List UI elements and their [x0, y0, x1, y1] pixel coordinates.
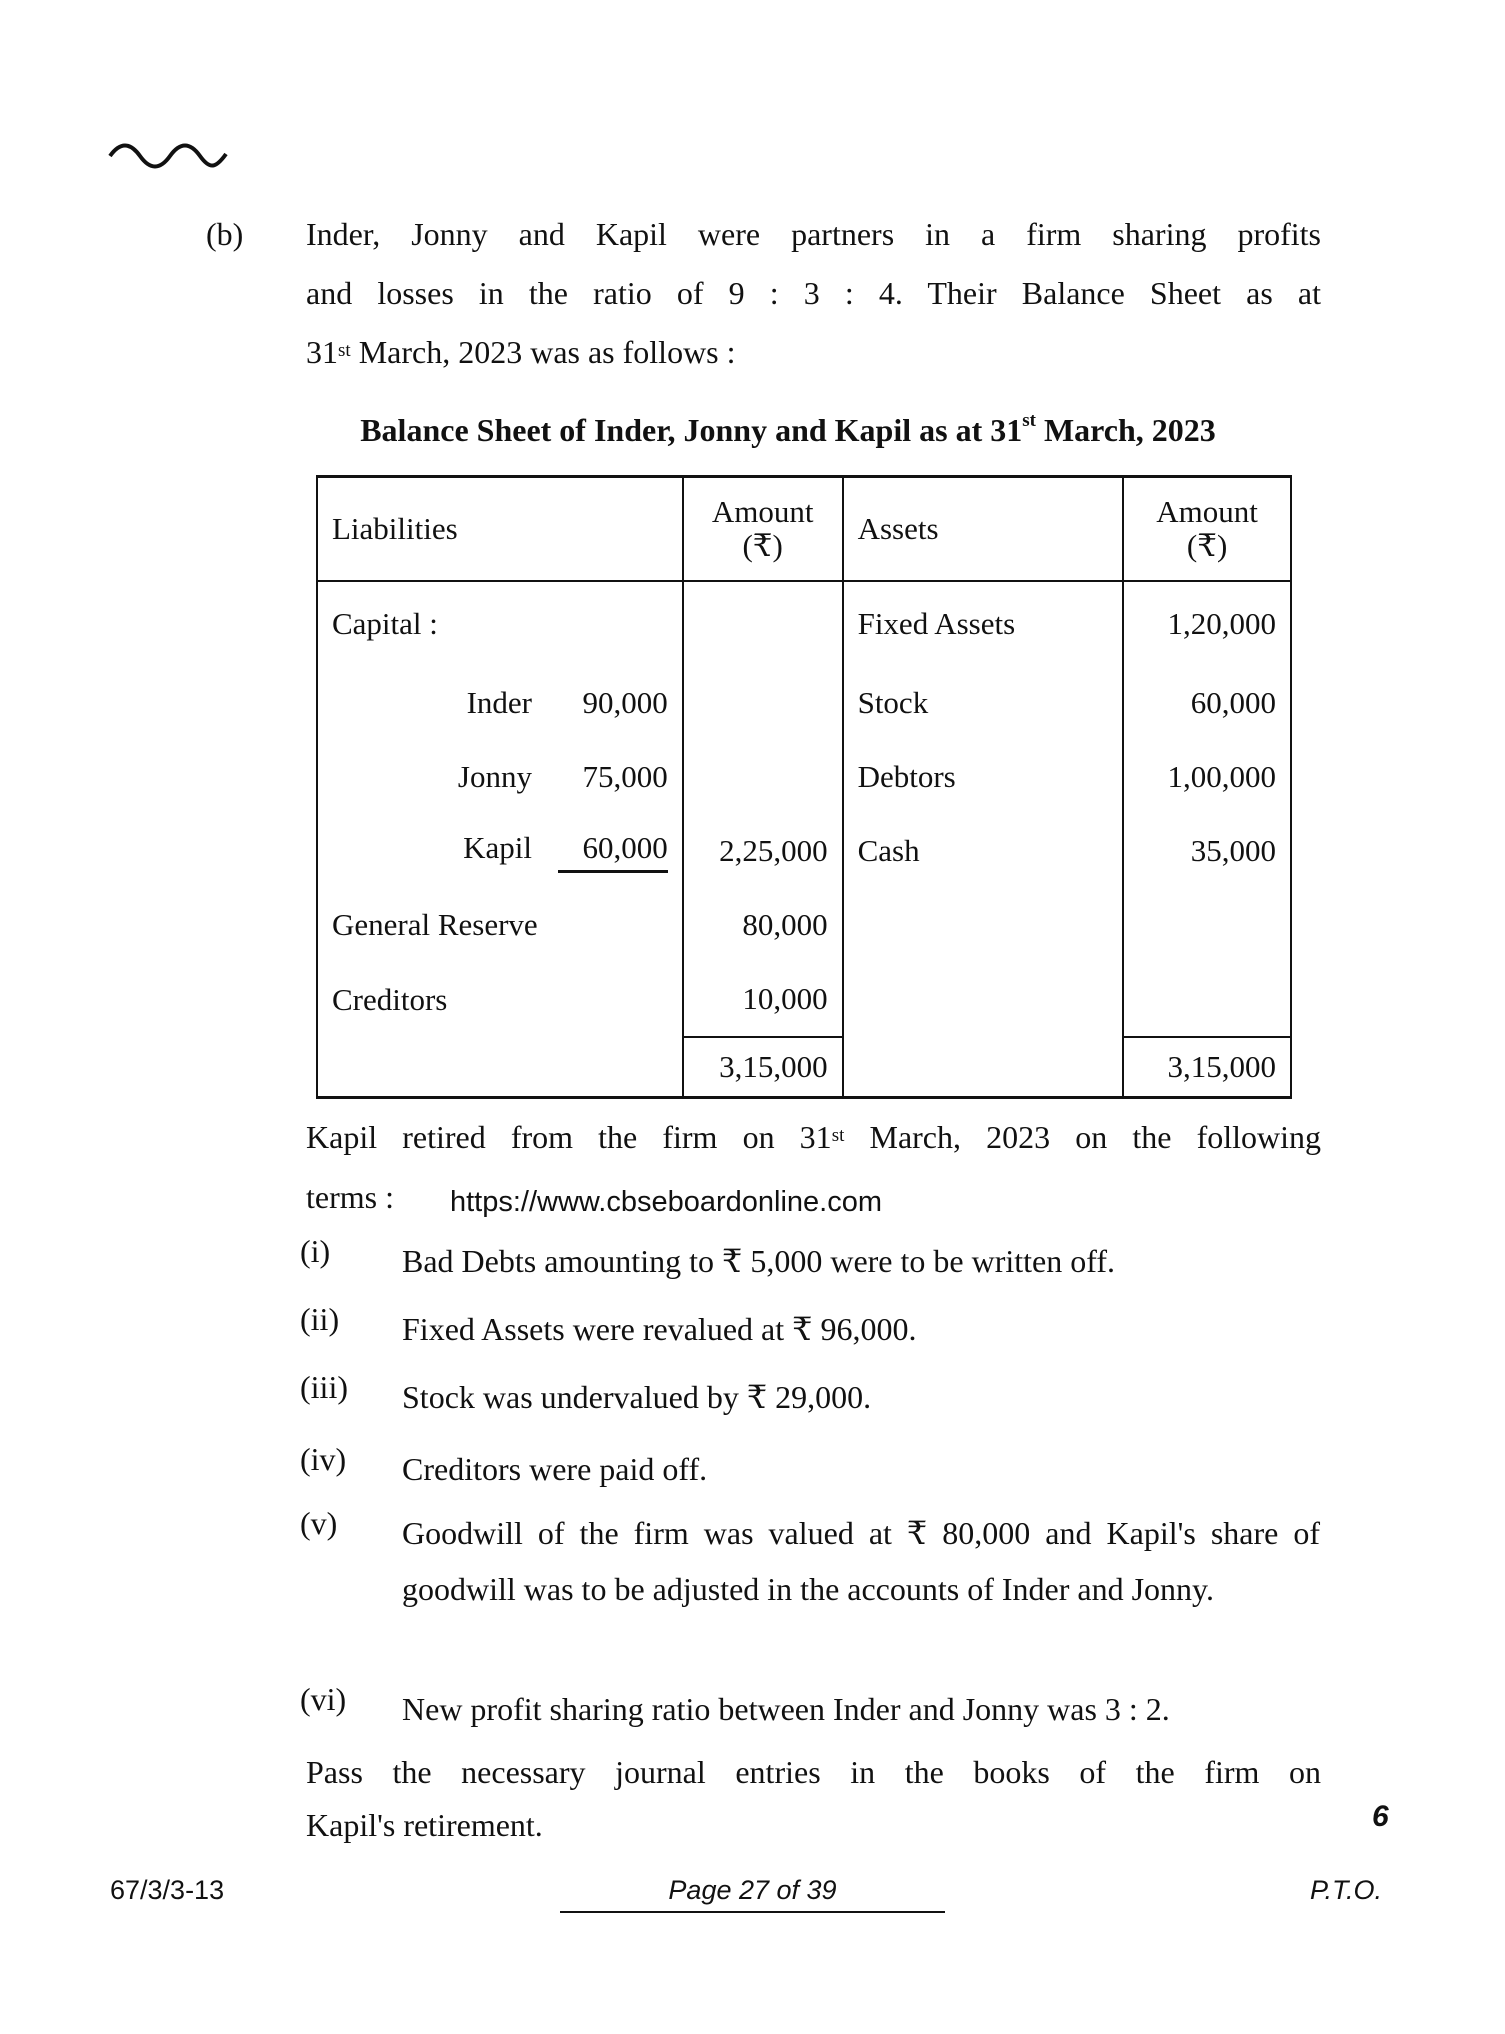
header-amount-assets: Amount (₹)	[1123, 477, 1291, 582]
retirement-line-2: terms :	[306, 1179, 394, 1215]
asset-amount: 1,00,000	[1123, 740, 1291, 814]
creditors-label: Creditors	[317, 962, 683, 1037]
asset-label: Debtors	[843, 740, 1124, 814]
table-header-row	[317, 477, 1291, 582]
page-number: Page 27 of 39	[668, 1875, 837, 1905]
list-item: (i) Bad Debts amounting to ₹ 5,000 were to be written off.	[300, 1233, 1115, 1279]
question-line-1: Pass the necessary journal entries in the books of the firm on	[306, 1754, 1321, 1790]
footer-underline	[560, 1911, 945, 1913]
balance-sheet-title: Balance Sheet of Inder, Jonny and Kapil as at 31st March, 2023	[360, 410, 1216, 448]
liabilities-total: 3,15,000	[683, 1037, 843, 1098]
table-row	[317, 888, 1291, 962]
assets-total: 3,15,000	[1123, 1037, 1291, 1098]
question-line-2: Kapil's retirement.	[306, 1807, 543, 1843]
marks: 6	[1372, 1800, 1389, 1833]
wavy-line-icon	[108, 138, 228, 170]
question-paragraph	[306, 1746, 1321, 1852]
asset-amount: 1,20,000	[1123, 581, 1291, 666]
partner-capital-row: Jonny 75,000	[457, 759, 668, 794]
capital-total: 2,25,000	[683, 814, 843, 888]
list-item: (vi) New profit sharing ratio between Inder and Jonny was 3 : 2.	[300, 1681, 1170, 1727]
retirement-line-1: Kapil retired from the firm on 31st March, 2023 on the following	[306, 1119, 1322, 1155]
asset-label: Cash	[843, 814, 1124, 888]
table-row	[317, 581, 1291, 666]
partner-capital-row: Kapil 60,000	[332, 830, 668, 873]
list-item: (iii) Stock was undervalued by ₹ 29,000.	[300, 1369, 872, 1415]
header-amount-liabilities: Amount (₹)	[683, 477, 843, 582]
intro-line-1: Inder, Jonny and Kapil were partners in a firm sharing profits	[306, 216, 1321, 252]
list-item: (iv) Creditors were paid off.	[300, 1441, 708, 1487]
creditors-amount: 10,000	[683, 962, 843, 1037]
intro-line-3: 31st March, 2023 was as follows :	[306, 334, 736, 370]
balance-sheet-table	[316, 475, 1292, 1099]
table-row	[317, 666, 1291, 740]
section-label: (b)	[206, 216, 244, 252]
table-total-row	[317, 1037, 1291, 1098]
asset-amount: 60,000	[1123, 666, 1291, 740]
list-item: (ii) Fixed Assets were revalued at ₹ 96,000.	[300, 1301, 917, 1347]
header-liabilities: Liabilities	[317, 477, 683, 582]
list-item: (v) Goodwill of the firm was valued at ₹ 80,000 and Kapil's share of goodwill was to be adjusted in the accounts of Inder and Jonny.	[300, 1505, 1320, 1607]
table-row	[317, 740, 1291, 814]
capital-label: Capital :	[317, 581, 683, 666]
general-reserve-label: General Reserve	[317, 888, 683, 962]
paper-code: 67/3/3-13	[110, 1875, 225, 1905]
partner-capital-row: Inder 90,000	[466, 685, 668, 720]
asset-label: Stock	[843, 666, 1124, 740]
intro-paragraph	[306, 205, 1321, 382]
table-row	[317, 962, 1291, 1037]
intro-line-2: and losses in the ratio of 9 : 3 : 4. Their Balance Sheet as at	[306, 275, 1321, 311]
watermark-url: https://www.cbseboardonline.com	[450, 1186, 882, 1218]
general-reserve-amount: 80,000	[683, 888, 843, 962]
retirement-paragraph	[306, 1108, 1321, 1167]
header-assets: Assets	[843, 477, 1124, 582]
pto-label: P.T.O.	[1310, 1875, 1383, 1905]
asset-label: Fixed Assets	[843, 581, 1124, 666]
asset-amount: 35,000	[1123, 814, 1291, 888]
table-row	[317, 814, 1291, 888]
